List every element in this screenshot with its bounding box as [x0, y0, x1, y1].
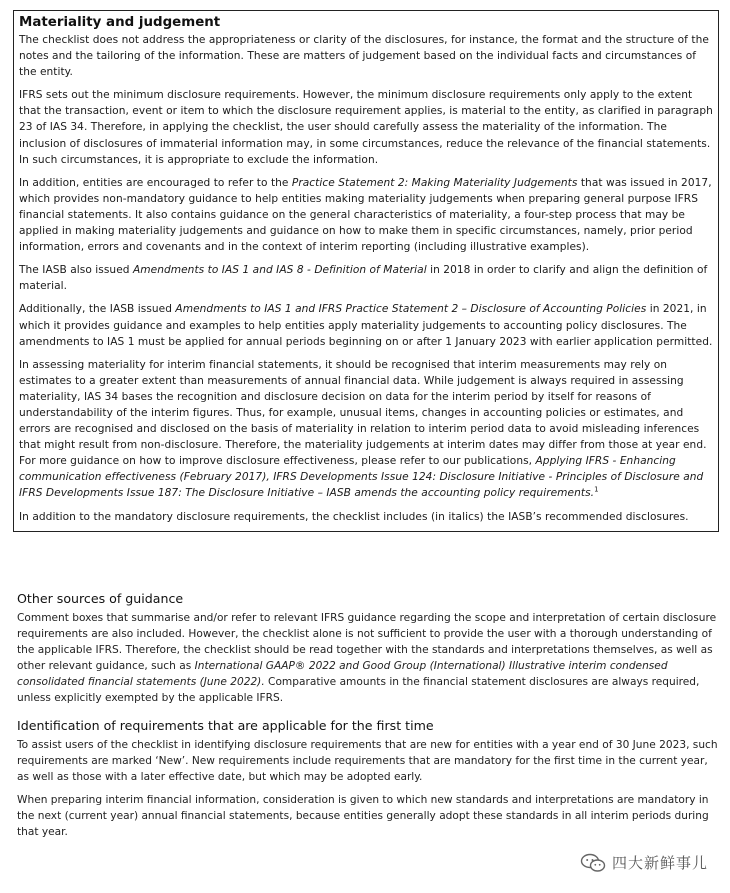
- watermark-text: 四大新鲜事儿: [611, 854, 708, 872]
- practice-statement-title: Practice Statement 2: Making Materiality Judgements: [291, 176, 578, 189]
- materiality-box: [13, 10, 719, 532]
- materiality-paragraph-3: [19, 175, 713, 255]
- materiality-paragraph-2: IFRS sets out the minimum disclosure requirements. However, the minimum disclosure requirements only apply to the extent that the transaction, event or item to which the disclosure requirement applies, is material to the entity, as clarified in paragraph 23 of IAS 34. Therefore, in applying the checklist, the user should carefully assess the materiality of the information. The inclusion of disclosures of immaterial information may, in some circumstances, reduce the relevance of the financial statements. In such circumstances, it is appropriate to exclude the information.: [19, 89, 713, 166]
- text-run: In addition, entities are encouraged to refer to the: [19, 176, 292, 189]
- publication-titles: Applying IFRS - Enhancing communication effectiveness (February 2017), IFRS Developments Issue 124: Disclosure Initiative - Principles of Disclosure and IFRS Developments Issue 187: The Disclosure Initiative – IASB amends the accounting policy requirements.: [19, 455, 704, 500]
- other-sources-paragraph: [17, 610, 719, 707]
- identification-paragraph-1: To assist users of the checklist in identifying disclosure requirements that are new for entities with a year end of 30 June 2023, such requirements are marked ‘New’. New requirements include requirements that are mandatory for the first time in the current year, as well as those with a later effective date, but which may be adopted early.: [17, 739, 718, 784]
- text-run: In assessing materiality for interim financial statements, it should be recognised that interim measurements may rely on estimates to a greater extent than measurements of annual financial data. While judgement is always required in assessing materiality, IAS 34 bases the recognition and disclosure decision on data for the interim period by itself for reasons of understandability of the interim figures. Thus, for example, unusual items, changes in accounting policies or estimates, and errors are recognised and disclosed on the basis of materiality in relation to interim period data to avoid misleading inferences that might result from non-disclosure. Therefore, the materiality judgements at interim dates may differ from those at year end. For more guidance on how to improve disclosure effectiveness, please refer to our publications,: [19, 358, 707, 468]
- text-run: Comparative amounts in the financial statement disclosures are always required, unless explicitly exempted by the applicable IFRS.: [17, 676, 700, 705]
- identification-section: [17, 718, 719, 848]
- wechat-icon: [580, 853, 606, 873]
- other-sources-section: [17, 591, 719, 714]
- identification-heading: Identification of requirements that are applicable for the first time: [17, 718, 434, 733]
- text-run: Additionally, the IASB issued: [19, 303, 176, 316]
- text-run: that was issued in 2017, which provides non-mandatory guidance to help entities making materiality judgements when preparing general purpose IFRS financial statements. It also contains guidance on the general characteristics of materiality, a four-step process that may be applied in making materiality judgements and guidance on how to make them in specific circumstances, namely, prior period information, errors and covenants and in the context of interim reporting (including illustrative examples).: [19, 176, 712, 254]
- watermark: [580, 852, 708, 873]
- amendment-title: Amendments to IAS 1 and IFRS Practice Statement 2 – Disclosure of Accounting Policies: [175, 303, 647, 316]
- publication-titles: International GAAP® 2022 and Good Group (International) Illustrative interim condensed consolidated financial statements (June 2022).: [17, 660, 668, 689]
- footnote-marker: 1: [594, 485, 599, 494]
- text-run: The IASB also issued: [19, 264, 133, 277]
- other-sources-heading: Other sources of guidance: [17, 591, 184, 606]
- materiality-paragraph-5: [19, 301, 713, 349]
- materiality-paragraph-1: The checklist does not address the appropriateness or clarity of the disclosures, for instance, the format and the structure of the notes and the tailoring of the information. These are matters of judgement based on the individual facts and circumstances of the entity.: [19, 34, 709, 79]
- amendment-title: Amendments to IAS 1 and IAS 8 - Definition of Material: [132, 264, 427, 277]
- materiality-paragraph-7: In addition to the mandatory disclosure requirements, the checklist includes (in italics) the IASB’s recommended disclosures.: [19, 510, 689, 523]
- materiality-paragraph-6: [19, 357, 713, 502]
- text-run: in 2018 in order to clarify and align the definition of material.: [19, 264, 708, 293]
- materiality-heading: Materiality and judgement: [19, 15, 221, 30]
- materiality-paragraph-4: [19, 262, 713, 294]
- text-run: Comment boxes that summarise and/or refer to relevant IFRS guidance regarding the scope and interpretation of certain disclosure requirements are also included. However, the checklist alone is not sufficient to provide the user with a thorough understanding of the applicable IFRS. Therefore, the checklist should be read together with the standards and interpretations themselves, as well as other relevant guidance, such as: [17, 612, 717, 673]
- identification-paragraph-2: When preparing interim financial information, consideration is given to which new standards and interpretations are mandatory in the next (current year) annual financial statements, because entities generally adopt these standards in all interim periods during that year.: [17, 794, 709, 839]
- text-run: in 2021, in which it provides guidance and examples to help entities apply materiality judgements to accounting policy disclosures. The amendments to IAS 1 must be applied for annual periods beginning on or after 1 January 2023 with earlier application permitted.: [19, 303, 713, 348]
